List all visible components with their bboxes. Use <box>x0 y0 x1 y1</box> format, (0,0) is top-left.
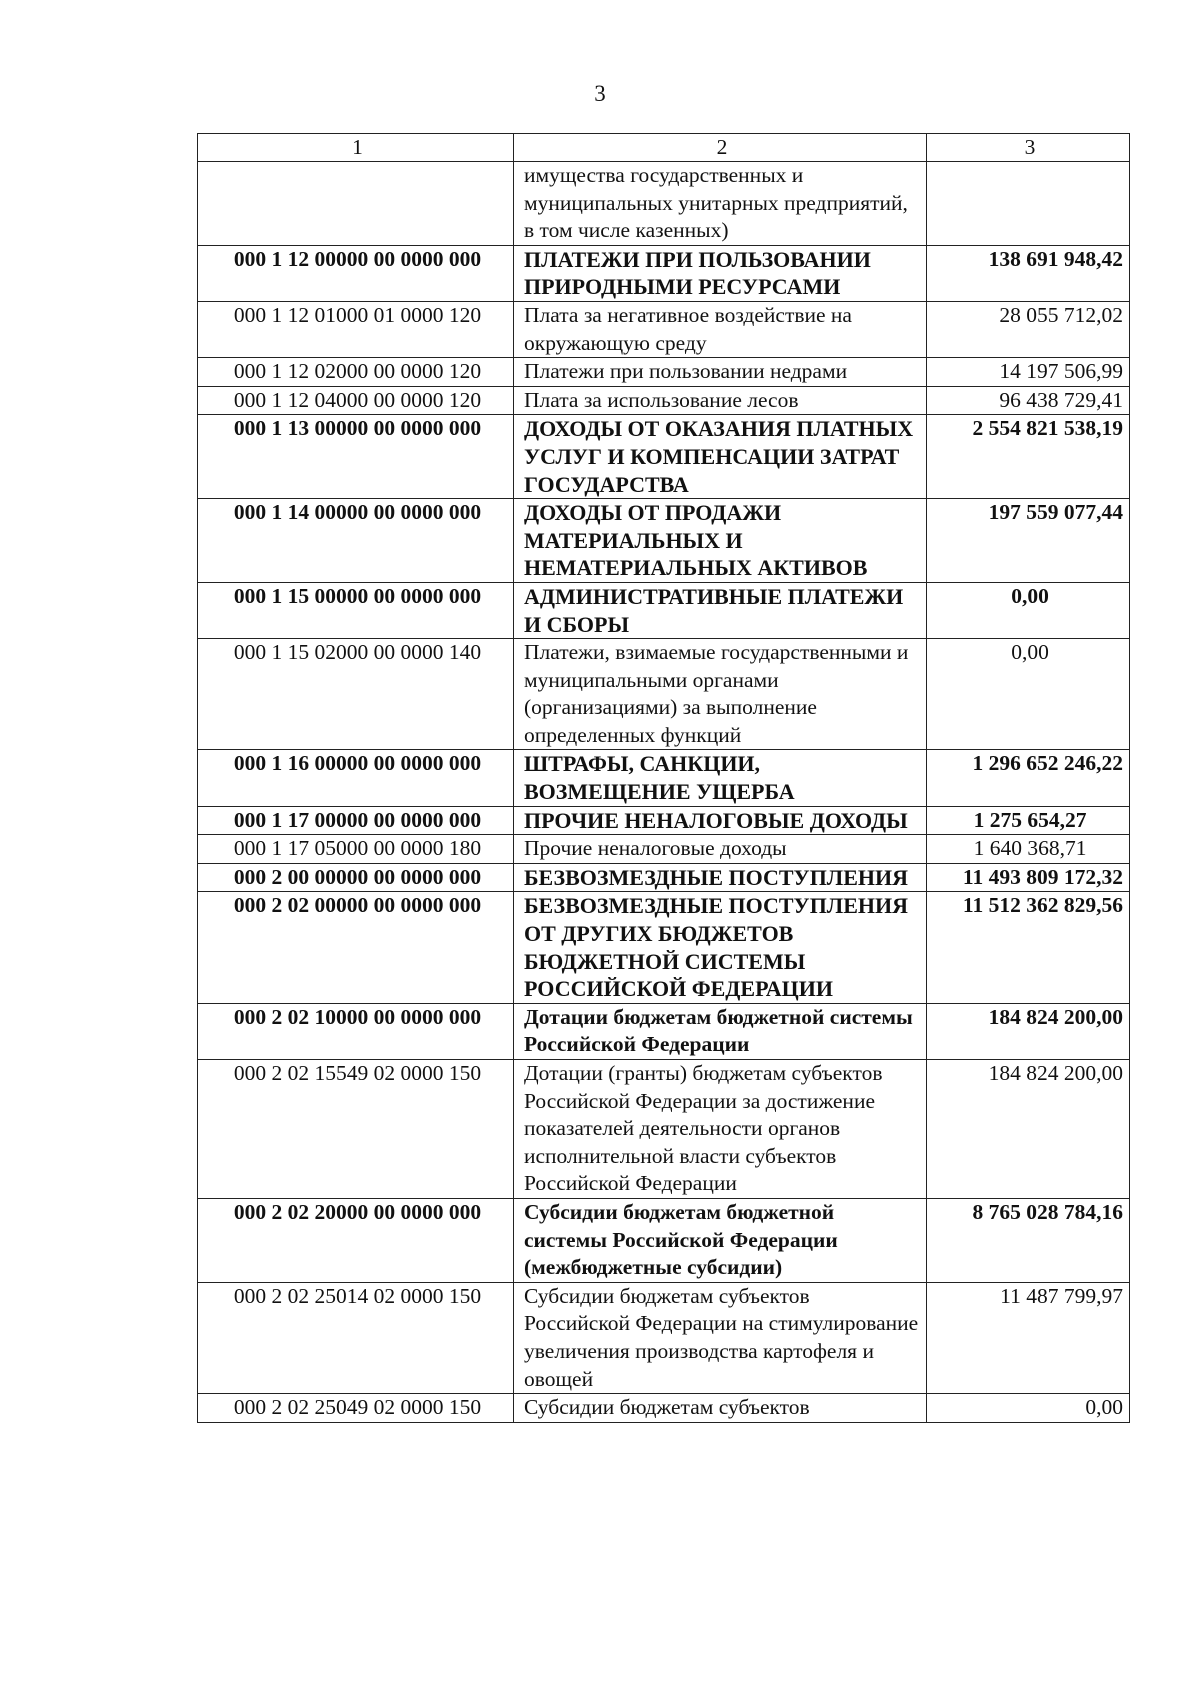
budget-code-cell: 000 2 02 25049 02 0000 150 <box>198 1394 514 1423</box>
revenue-name-cell: БЕЗВОЗМЕЗДНЫЕ ПОСТУПЛЕНИЯ <box>514 863 927 892</box>
revenue-name-cell: АДМИНИСТРАТИВНЫЕ ПЛАТЕЖИ И СБОРЫ <box>514 582 927 638</box>
header-cell-code: 1 <box>198 134 514 162</box>
header-cell-amount: 3 <box>927 134 1130 162</box>
amount-cell: 1 640 368,71 <box>927 835 1130 864</box>
table-row <box>198 1003 1130 1059</box>
revenue-name-cell: ПРОЧИЕ НЕНАЛОГОВЫЕ ДОХОДЫ <box>514 806 927 835</box>
budget-code-cell: 000 1 12 00000 00 0000 000 <box>198 245 514 301</box>
revenue-name-cell: Платежи при пользовании недрами <box>514 358 927 387</box>
amount-cell: 11 487 799,97 <box>927 1282 1130 1393</box>
budget-code-cell <box>198 162 514 246</box>
table-row <box>198 1394 1130 1423</box>
budget-code-cell: 000 1 12 04000 00 0000 120 <box>198 386 514 415</box>
table-row <box>198 1060 1130 1199</box>
revenue-name-cell: Плата за негативное воздействие на окружающую среду <box>514 301 927 357</box>
budget-code-cell: 000 1 14 00000 00 0000 000 <box>198 499 514 583</box>
amount-cell: 11 493 809 172,32 <box>927 863 1130 892</box>
revenue-name-cell: Дотации (гранты) бюджетам субъектов Российской Федерации за достижение показателей деятельности органов исполнительной власти субъектов Российской Федерации <box>514 1060 927 1199</box>
budget-code-cell: 000 1 12 02000 00 0000 120 <box>198 358 514 387</box>
amount-cell: 1 296 652 246,22 <box>927 750 1130 806</box>
budget-code-cell: 000 2 02 25014 02 0000 150 <box>198 1282 514 1393</box>
table-row <box>198 1198 1130 1282</box>
revenue-name-cell: БЕЗВОЗМЕЗДНЫЕ ПОСТУПЛЕНИЯ ОТ ДРУГИХ БЮДЖЕТОВ БЮДЖЕТНОЙ СИСТЕМЫ РОССИЙСКОЙ ФЕДЕРАЦИИ <box>514 892 927 1003</box>
table-row <box>198 750 1130 806</box>
table-row <box>198 835 1130 864</box>
table-row <box>198 499 1130 583</box>
table-row <box>198 415 1130 499</box>
amount-cell: 96 438 729,41 <box>927 386 1130 415</box>
revenue-name-cell: имущества государственных и муниципальных унитарных предприятий, в том числе казенных) <box>514 162 927 246</box>
revenue-name-cell: Плата за использование лесов <box>514 386 927 415</box>
table-row <box>198 892 1130 1003</box>
amount-cell: 197 559 077,44 <box>927 499 1130 583</box>
table-row <box>198 162 1130 246</box>
page-number: 3 <box>594 81 606 106</box>
table-row <box>198 582 1130 638</box>
revenue-name-cell: ПЛАТЕЖИ ПРИ ПОЛЬЗОВАНИИ ПРИРОДНЫМИ РЕСУРСАМИ <box>514 245 927 301</box>
revenue-name-cell: ДОХОДЫ ОТ ОКАЗАНИЯ ПЛАТНЫХ УСЛУГ И КОМПЕНСАЦИИ ЗАТРАТ ГОСУДАРСТВА <box>514 415 927 499</box>
amount-cell: 0,00 <box>927 639 1130 750</box>
budget-code-cell: 000 1 17 05000 00 0000 180 <box>198 835 514 864</box>
amount-cell: 138 691 948,42 <box>927 245 1130 301</box>
amount-cell: 11 512 362 829,56 <box>927 892 1130 1003</box>
table-row <box>198 301 1130 357</box>
budget-code-cell: 000 1 15 00000 00 0000 000 <box>198 582 514 638</box>
amount-cell: 1 275 654,27 <box>927 806 1130 835</box>
revenue-name-cell: Дотации бюджетам бюджетной системы Российской Федерации <box>514 1003 927 1059</box>
budget-code-cell: 000 2 02 10000 00 0000 000 <box>198 1003 514 1059</box>
revenue-name-cell: Субсидии бюджетам бюджетной системы Российской Федерации (межбюджетные субсидии) <box>514 1198 927 1282</box>
table-row <box>198 245 1130 301</box>
table-row <box>198 863 1130 892</box>
revenue-name-cell: ШТРАФЫ, САНКЦИИ, ВОЗМЕЩЕНИЕ УЩЕРБА <box>514 750 927 806</box>
budget-code-cell: 000 1 17 00000 00 0000 000 <box>198 806 514 835</box>
amount-cell <box>927 162 1130 246</box>
amount-cell: 184 824 200,00 <box>927 1060 1130 1199</box>
header-cell-name: 2 <box>514 134 927 162</box>
table-row <box>198 358 1130 387</box>
amount-cell: 0,00 <box>927 1394 1130 1423</box>
budget-code-cell: 000 1 13 00000 00 0000 000 <box>198 415 514 499</box>
table-header-row <box>198 134 1130 162</box>
revenue-name-cell: Субсидии бюджетам субъектов Российской Федерации на стимулирование увеличения производства картофеля и овощей <box>514 1282 927 1393</box>
amount-cell: 0,00 <box>927 582 1130 638</box>
amount-cell: 2 554 821 538,19 <box>927 415 1130 499</box>
amount-cell: 184 824 200,00 <box>927 1003 1130 1059</box>
revenue-name-cell: Прочие неналоговые доходы <box>514 835 927 864</box>
amount-cell: 14 197 506,99 <box>927 358 1130 387</box>
table-row <box>198 386 1130 415</box>
budget-code-cell: 000 2 02 00000 00 0000 000 <box>198 892 514 1003</box>
revenue-name-cell: Платежи, взимаемые государственными и муниципальными органами (организациями) за выполнение определенных функций <box>514 639 927 750</box>
budget-code-cell: 000 2 02 20000 00 0000 000 <box>198 1198 514 1282</box>
table-row <box>198 639 1130 750</box>
budget-code-cell: 000 2 02 15549 02 0000 150 <box>198 1060 514 1199</box>
revenue-name-cell: ДОХОДЫ ОТ ПРОДАЖИ МАТЕРИАЛЬНЫХ И НЕМАТЕРИАЛЬНЫХ АКТИВОВ <box>514 499 927 583</box>
budget-code-cell: 000 1 12 01000 01 0000 120 <box>198 301 514 357</box>
revenue-name-cell: Субсидии бюджетам субъектов <box>514 1394 927 1423</box>
budget-code-cell: 000 2 00 00000 00 0000 000 <box>198 863 514 892</box>
table-row <box>198 806 1130 835</box>
budget-code-cell: 000 1 15 02000 00 0000 140 <box>198 639 514 750</box>
amount-cell: 8 765 028 784,16 <box>927 1198 1130 1282</box>
table-row <box>198 1282 1130 1393</box>
revenue-table <box>197 133 1130 1423</box>
budget-code-cell: 000 1 16 00000 00 0000 000 <box>198 750 514 806</box>
amount-cell: 28 055 712,02 <box>927 301 1130 357</box>
